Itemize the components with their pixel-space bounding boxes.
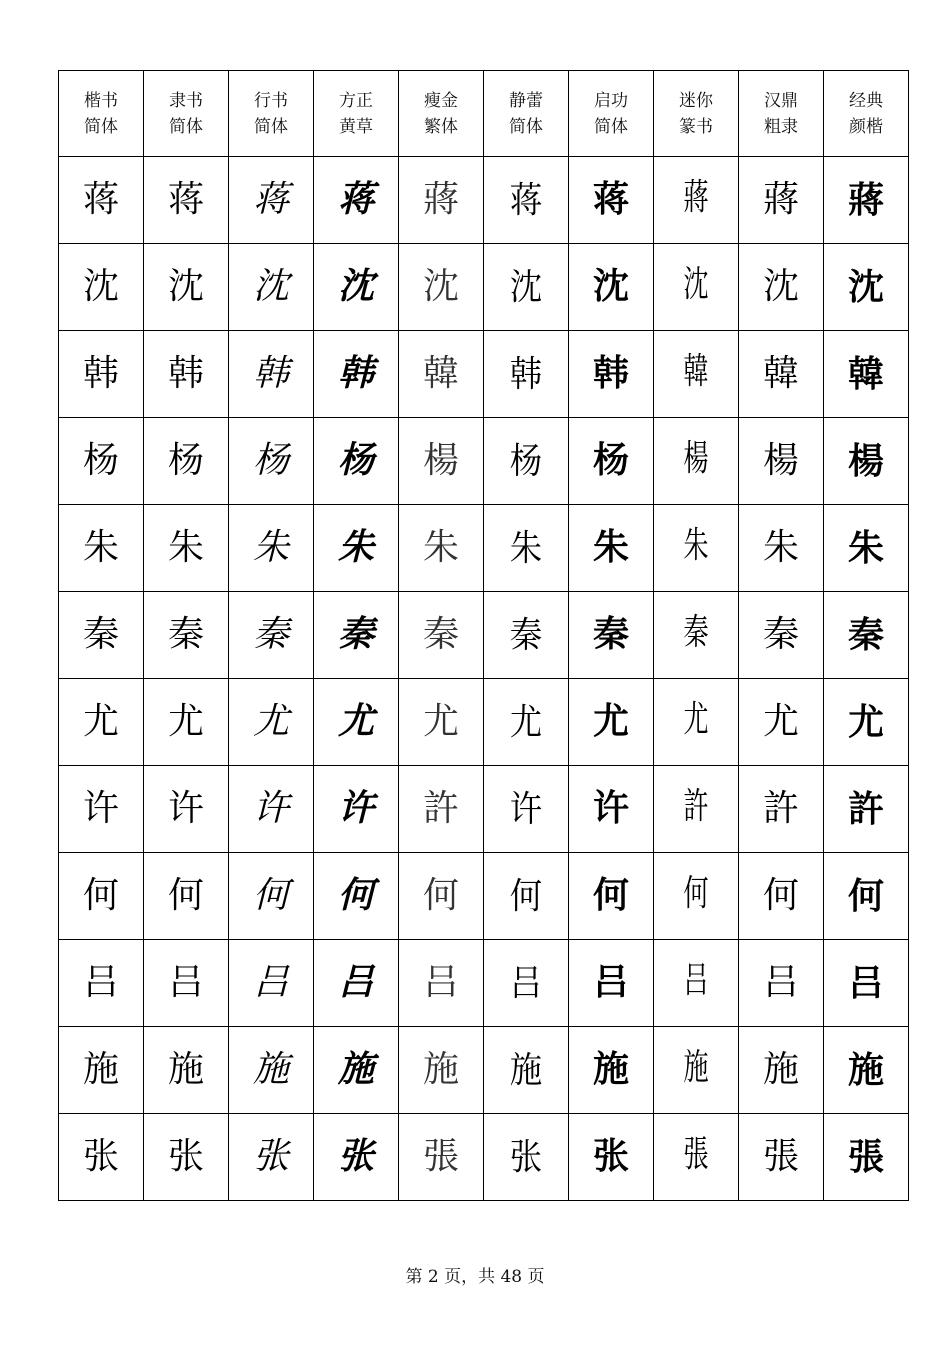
calligraphy-character: 蒋 [509, 180, 543, 220]
calligraphy-character: 尤 [509, 702, 543, 742]
character-cell [144, 157, 229, 244]
calligraphy-character: 张 [509, 1137, 543, 1177]
calligraphy-character: 秦 [82, 614, 119, 655]
character-cell [314, 679, 399, 766]
character-cell [399, 505, 484, 592]
calligraphy-character: 朱 [762, 527, 799, 568]
calligraphy-character: 楊 [762, 440, 799, 481]
calligraphy-character: 楊 [422, 440, 459, 481]
character-cell [314, 1114, 399, 1201]
calligraphy-character: 沈 [252, 266, 289, 307]
character-cell [314, 244, 399, 331]
character-cell [654, 1114, 739, 1201]
calligraphy-character: 韩 [509, 354, 543, 394]
character-cell [144, 592, 229, 679]
character-cell [314, 766, 399, 853]
calligraphy-character: 吕 [82, 962, 119, 1003]
header-line-1: 楷书 [84, 90, 118, 111]
calligraphy-character: 杨 [592, 440, 629, 481]
calligraphy-character: 沈 [847, 266, 884, 308]
character-cell [824, 766, 909, 853]
calligraphy-character: 朱 [167, 527, 204, 568]
calligraphy-character: 蒋 [167, 179, 204, 220]
calligraphy-character: 張 [762, 1136, 799, 1177]
calligraphy-character: 尤 [762, 701, 799, 742]
calligraphy-character: 韓 [683, 353, 709, 394]
table-row [59, 331, 909, 418]
calligraphy-character: 許 [847, 788, 884, 830]
calligraphy-character: 许 [592, 788, 629, 829]
calligraphy-character: 蒋 [252, 179, 289, 220]
character-cell [229, 244, 314, 331]
header-cell [824, 71, 909, 157]
character-cell [824, 940, 909, 1027]
header-line-1: 迷你 [679, 90, 713, 111]
calligraphy-character: 施 [82, 1049, 119, 1090]
header-line-1: 启功 [594, 90, 628, 111]
calligraphy-character: 秦 [509, 615, 543, 655]
character-cell [824, 592, 909, 679]
calligraphy-character: 沈 [683, 266, 709, 307]
calligraphy-character: 秦 [167, 614, 204, 655]
character-cell [824, 244, 909, 331]
character-cell [654, 679, 739, 766]
character-cell [484, 157, 569, 244]
calligraphy-character: 何 [167, 875, 204, 916]
header-line-1: 隶书 [169, 90, 203, 111]
header-line-2: 粗隶 [764, 116, 798, 137]
character-cell [739, 157, 824, 244]
calligraphy-character: 沈 [167, 266, 204, 307]
calligraphy-character: 施 [762, 1049, 799, 1090]
calligraphy-character: 吕 [422, 962, 459, 1003]
calligraphy-character: 許 [762, 788, 799, 829]
calligraphy-character: 秦 [337, 614, 374, 655]
table-row [59, 853, 909, 940]
header-line-2: 繁体 [424, 116, 458, 137]
character-cell [739, 418, 824, 505]
calligraphy-character: 許 [683, 788, 709, 829]
calligraphy-character: 张 [337, 1136, 374, 1177]
character-cell [59, 418, 144, 505]
calligraphy-character: 杨 [167, 440, 204, 481]
character-cell [824, 1027, 909, 1114]
calligraphy-character: 张 [167, 1136, 204, 1177]
character-cell [569, 940, 654, 1027]
character-cell [484, 679, 569, 766]
character-cell [59, 853, 144, 940]
calligraphy-character: 何 [683, 875, 709, 916]
character-cell [484, 505, 569, 592]
character-cell [739, 592, 824, 679]
character-cell [569, 331, 654, 418]
character-cell [144, 505, 229, 592]
character-cell [314, 853, 399, 940]
character-cell [229, 592, 314, 679]
character-cell [144, 1027, 229, 1114]
header-line-2: 简体 [254, 116, 288, 137]
calligraphy-character: 蒋 [592, 179, 629, 220]
header-cell [484, 71, 569, 157]
calligraphy-character: 蒋 [337, 179, 374, 220]
calligraphy-character: 韩 [82, 353, 119, 394]
character-cell [399, 418, 484, 505]
character-cell [484, 1027, 569, 1114]
header-row [59, 71, 909, 157]
character-cell [399, 331, 484, 418]
calligraphy-character: 许 [252, 788, 289, 829]
header-line-1: 行书 [254, 90, 288, 111]
table-row [59, 157, 909, 244]
character-cell [144, 766, 229, 853]
calligraphy-character: 沈 [82, 266, 119, 307]
character-cell [399, 679, 484, 766]
calligraphy-character: 尤 [82, 701, 119, 742]
calligraphy-character: 吕 [847, 962, 884, 1004]
character-cell [229, 505, 314, 592]
character-cell [144, 1114, 229, 1201]
character-cell [484, 592, 569, 679]
character-cell [229, 940, 314, 1027]
calligraphy-character: 吕 [509, 963, 543, 1003]
character-cell [739, 853, 824, 940]
calligraphy-character: 施 [252, 1049, 289, 1090]
calligraphy-character: 韓 [422, 353, 459, 394]
character-cell [654, 592, 739, 679]
calligraphy-character: 朱 [82, 527, 119, 568]
character-cell [314, 940, 399, 1027]
character-cell [59, 766, 144, 853]
calligraphy-character: 朱 [683, 527, 709, 568]
calligraphy-character: 蔣 [762, 179, 799, 220]
calligraphy-character: 何 [592, 875, 629, 916]
character-cell [399, 244, 484, 331]
character-cell [314, 505, 399, 592]
calligraphy-character: 尤 [422, 701, 459, 742]
calligraphy-character: 蔣 [847, 179, 884, 221]
header-line-2: 颜楷 [849, 116, 883, 137]
calligraphy-character: 何 [762, 875, 799, 916]
character-cell [569, 853, 654, 940]
header-cell [144, 71, 229, 157]
character-cell [399, 157, 484, 244]
header-cell [59, 71, 144, 157]
character-cell [59, 505, 144, 592]
character-cell [484, 853, 569, 940]
calligraphy-character: 尤 [167, 701, 204, 742]
header-line-1: 瘦金 [424, 90, 458, 111]
character-cell [654, 331, 739, 418]
calligraphy-character: 楊 [683, 440, 709, 481]
character-cell [484, 244, 569, 331]
calligraphy-character: 张 [252, 1136, 289, 1177]
calligraphy-character: 楊 [847, 440, 884, 482]
calligraphy-character: 張 [847, 1136, 884, 1178]
calligraphy-character: 施 [847, 1049, 884, 1091]
character-cell [144, 853, 229, 940]
character-cell [654, 157, 739, 244]
character-cell [144, 331, 229, 418]
character-cell [314, 1027, 399, 1114]
header-cell [229, 71, 314, 157]
character-cell [654, 418, 739, 505]
calligraphy-character: 韩 [592, 353, 629, 394]
calligraphy-character: 秦 [422, 614, 459, 655]
character-cell [569, 244, 654, 331]
character-cell [59, 244, 144, 331]
calligraphy-character: 韩 [252, 353, 289, 394]
character-cell [739, 940, 824, 1027]
calligraphy-character: 秦 [592, 614, 629, 655]
calligraphy-character: 許 [422, 788, 459, 829]
character-cell [654, 766, 739, 853]
calligraphy-comparison-table [58, 70, 909, 1201]
table-row [59, 766, 909, 853]
header-line-2: 简体 [509, 116, 543, 137]
table-row [59, 505, 909, 592]
header-line-2: 简体 [169, 116, 203, 137]
character-cell [229, 679, 314, 766]
character-cell [569, 1027, 654, 1114]
calligraphy-character: 何 [509, 876, 543, 916]
calligraphy-character: 沈 [762, 266, 799, 307]
calligraphy-character: 杨 [252, 440, 289, 481]
header-cell [314, 71, 399, 157]
character-cell [144, 418, 229, 505]
calligraphy-character: 何 [82, 875, 119, 916]
character-cell [399, 1114, 484, 1201]
character-cell [399, 592, 484, 679]
header-line-1: 静蕾 [509, 90, 543, 111]
calligraphy-character: 秦 [762, 614, 799, 655]
character-cell [229, 1027, 314, 1114]
character-cell [399, 853, 484, 940]
calligraphy-character: 吕 [167, 962, 204, 1003]
calligraphy-character: 尤 [252, 701, 289, 742]
character-cell [144, 679, 229, 766]
calligraphy-character: 何 [337, 875, 374, 916]
header-cell [739, 71, 824, 157]
character-cell [484, 1114, 569, 1201]
page-footer: 第 2 页，共 48 页 [405, 1267, 545, 1287]
calligraphy-character: 沈 [422, 266, 459, 307]
calligraphy-character: 尤 [592, 701, 629, 742]
character-cell [399, 766, 484, 853]
character-cell [59, 1114, 144, 1201]
character-cell [824, 418, 909, 505]
table-row [59, 1027, 909, 1114]
character-cell [569, 157, 654, 244]
character-cell [569, 592, 654, 679]
character-cell [314, 418, 399, 505]
calligraphy-character: 施 [422, 1049, 459, 1090]
calligraphy-character: 施 [337, 1049, 374, 1090]
calligraphy-character: 韩 [167, 353, 204, 394]
header-line-2: 简体 [84, 116, 118, 137]
character-cell [654, 853, 739, 940]
calligraphy-character: 施 [167, 1049, 204, 1090]
character-cell [569, 1114, 654, 1201]
calligraphy-character: 朱 [592, 527, 629, 568]
calligraphy-character: 杨 [509, 441, 543, 481]
calligraphy-character: 尤 [683, 701, 709, 742]
calligraphy-character: 沈 [509, 267, 543, 307]
calligraphy-character: 吕 [252, 962, 289, 1003]
calligraphy-character: 韩 [337, 353, 374, 394]
calligraphy-character: 吕 [337, 962, 374, 1003]
table-row [59, 244, 909, 331]
calligraphy-character: 朱 [509, 528, 543, 568]
character-cell [314, 157, 399, 244]
calligraphy-character: 施 [592, 1049, 629, 1090]
header-line-2: 篆书 [679, 116, 713, 137]
character-cell [654, 1027, 739, 1114]
character-cell [59, 679, 144, 766]
character-cell [59, 940, 144, 1027]
character-cell [739, 679, 824, 766]
character-cell [569, 679, 654, 766]
character-cell [824, 679, 909, 766]
calligraphy-character: 何 [422, 875, 459, 916]
calligraphy-character: 杨 [82, 440, 119, 481]
character-cell [399, 940, 484, 1027]
calligraphy-character: 蔣 [422, 179, 459, 220]
header-line-1: 经典 [849, 90, 883, 111]
header-cell [569, 71, 654, 157]
character-cell [484, 331, 569, 418]
calligraphy-character: 蔣 [683, 179, 709, 220]
character-cell [739, 1114, 824, 1201]
character-cell [569, 418, 654, 505]
character-cell [144, 244, 229, 331]
header-line-2: 简体 [594, 116, 628, 137]
calligraphy-character: 许 [337, 788, 374, 829]
character-cell [654, 244, 739, 331]
character-cell [739, 331, 824, 418]
calligraphy-character: 许 [167, 788, 204, 829]
character-cell [59, 592, 144, 679]
header-line-1: 汉鼎 [764, 90, 798, 111]
calligraphy-character: 尤 [337, 701, 374, 742]
calligraphy-character: 秦 [252, 614, 289, 655]
calligraphy-character: 吕 [683, 962, 709, 1003]
calligraphy-character: 尤 [847, 701, 884, 743]
calligraphy-character: 何 [252, 875, 289, 916]
character-cell [59, 157, 144, 244]
table-row [59, 418, 909, 505]
calligraphy-character: 朱 [847, 527, 884, 569]
calligraphy-character: 施 [683, 1049, 709, 1090]
character-cell [739, 766, 824, 853]
calligraphy-character: 何 [847, 875, 884, 917]
character-cell [229, 418, 314, 505]
header-cell [654, 71, 739, 157]
character-cell [144, 940, 229, 1027]
character-cell [229, 331, 314, 418]
table-row [59, 940, 909, 1027]
calligraphy-character: 秦 [847, 614, 884, 656]
table-row [59, 1114, 909, 1201]
character-cell [824, 505, 909, 592]
calligraphy-character: 韓 [762, 353, 799, 394]
character-cell [484, 418, 569, 505]
calligraphy-character: 许 [509, 789, 543, 829]
calligraphy-character: 蒋 [82, 179, 119, 220]
calligraphy-character: 朱 [337, 527, 374, 568]
calligraphy-character: 沈 [337, 266, 374, 307]
character-cell [314, 592, 399, 679]
calligraphy-character: 朱 [252, 527, 289, 568]
character-cell [569, 766, 654, 853]
calligraphy-character: 吕 [592, 962, 629, 1003]
calligraphy-character: 韓 [847, 353, 884, 395]
calligraphy-character: 張 [683, 1136, 709, 1177]
header-line-2: 黄草 [339, 116, 373, 137]
calligraphy-character: 張 [422, 1136, 459, 1177]
character-cell [824, 853, 909, 940]
character-cell [824, 331, 909, 418]
calligraphy-character: 张 [82, 1136, 119, 1177]
character-cell [229, 766, 314, 853]
character-cell [229, 157, 314, 244]
character-cell [824, 1114, 909, 1201]
calligraphy-character: 吕 [762, 962, 799, 1003]
character-cell [59, 1027, 144, 1114]
header-cell [399, 71, 484, 157]
calligraphy-character: 杨 [337, 440, 374, 481]
character-cell [229, 853, 314, 940]
character-cell [824, 157, 909, 244]
calligraphy-character: 朱 [422, 527, 459, 568]
character-cell [484, 940, 569, 1027]
calligraphy-character: 沈 [592, 266, 629, 307]
character-cell [739, 244, 824, 331]
character-cell [59, 331, 144, 418]
calligraphy-character: 施 [509, 1050, 543, 1090]
calligraphy-character: 许 [82, 788, 119, 829]
table-row [59, 679, 909, 766]
character-cell [654, 940, 739, 1027]
table-row [59, 592, 909, 679]
calligraphy-character: 张 [592, 1136, 629, 1177]
header-line-1: 方正 [339, 90, 373, 111]
calligraphy-character: 秦 [683, 614, 709, 655]
character-cell [739, 505, 824, 592]
character-cell [314, 331, 399, 418]
character-cell [654, 505, 739, 592]
character-cell [484, 766, 569, 853]
character-cell [399, 1027, 484, 1114]
character-cell [569, 505, 654, 592]
character-cell [229, 1114, 314, 1201]
character-cell [739, 1027, 824, 1114]
character-rows [59, 157, 909, 1201]
